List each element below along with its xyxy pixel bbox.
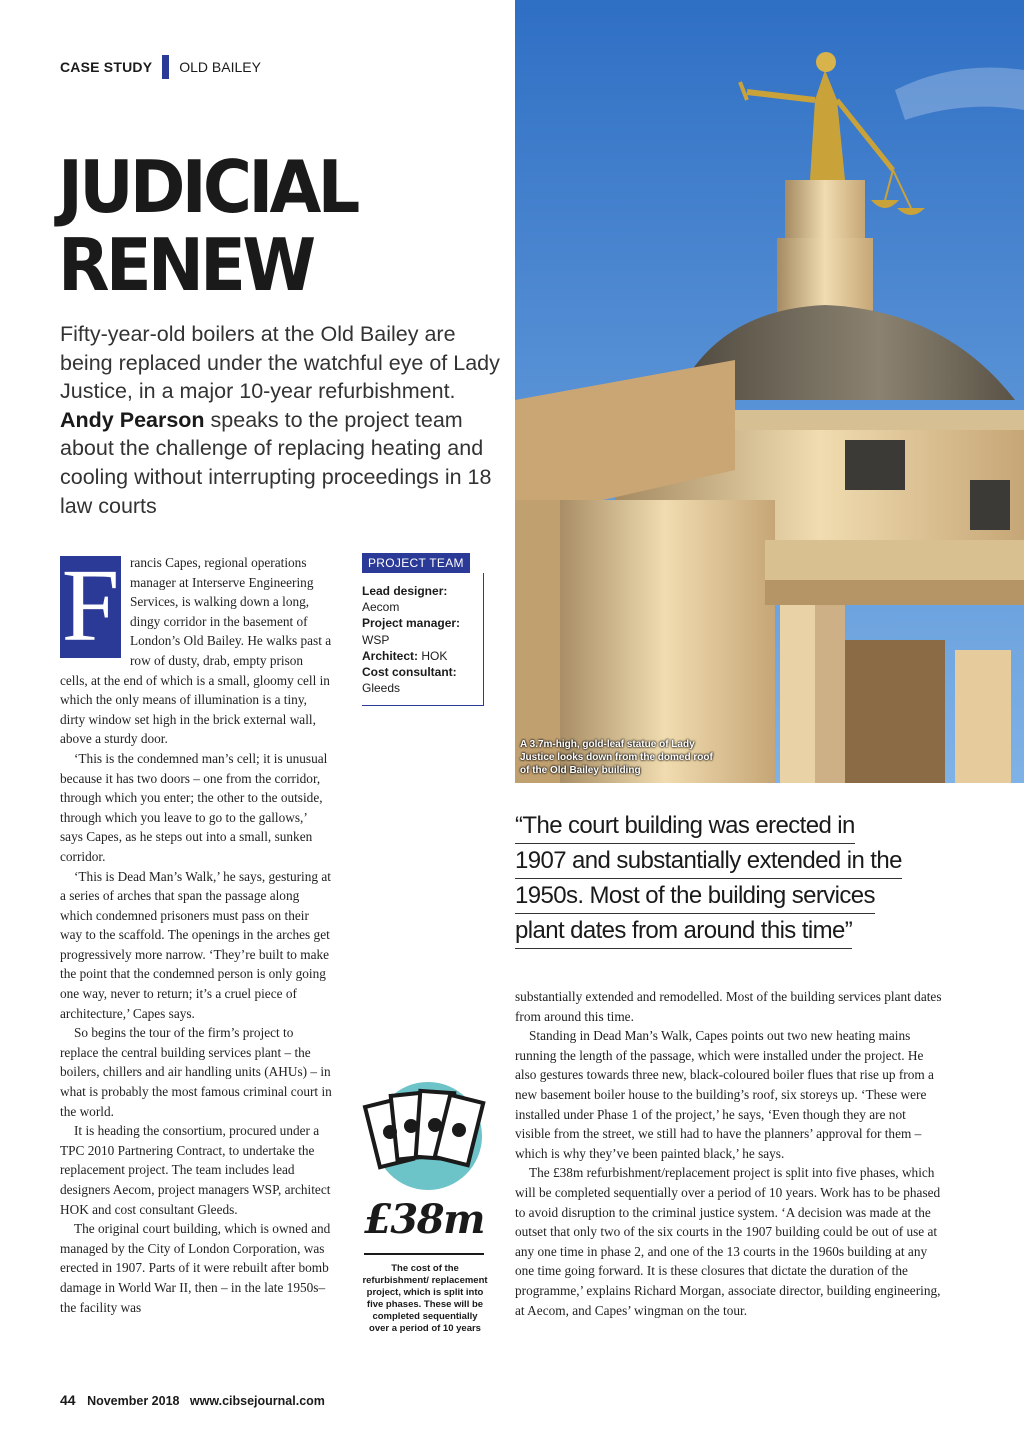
standfirst [60, 320, 500, 520]
author-name: Andy Pearson [60, 407, 205, 432]
project-team-title: PROJECT TEAM [362, 553, 470, 573]
page-footer [60, 1392, 325, 1408]
quote-line: plant dates from around this time” [515, 915, 852, 949]
project-team-list [362, 573, 484, 706]
photo-caption: A 3.7m-high, gold-leaf statue of Lady Justice looks down from the domed roof of the Old Bailey building [520, 739, 713, 776]
team-row-architect [362, 648, 479, 664]
team-member: Gleeds [362, 681, 401, 696]
quote-line: 1907 and substantially extended in the [515, 845, 902, 879]
quote-line: 1950s. Most of the building services [515, 880, 875, 914]
website-link[interactable]: www.cibsejournal.com [189, 1394, 325, 1408]
paragraph: It is heading the consortium, procured under a TPC 2010 Partnering Contract, to undertake the replacement project. The team includes lead designers Aecom, project managers WSP, architect HOK and cost consultant Gleeds. [60, 1123, 331, 1217]
team-role: Lead designer: [362, 584, 448, 598]
page-number: 44 [60, 1392, 76, 1408]
drop-cap: F [61, 548, 120, 663]
issue-date: November 2018 [87, 1394, 180, 1408]
cost-figure: £38m [364, 1196, 484, 1243]
paragraph: Standing in Dead Man’s Walk, Capes points out two new heating mains running the length of the passage, which were installed under the project. He also gestures towards three new, black-coloured boiler flues that rise up from a new basement boiler house to the building’s roof, six storeys up. ‘These were installed under Phase 1 of the project,’ he says, ‘Even though they are not visible from the street, we still had to have the planners’ approval for them – which is why they’ve been painted black,’ he says. [515, 1028, 934, 1161]
standfirst-text-after: speaks to the project team about the challenge of replacing heating and cooling without interrupting proceedings in 18 law courts [60, 407, 492, 518]
paragraph: substantially extended and remodelled. Most of the building services plant dates from around this time. [515, 989, 942, 1024]
section-header [60, 56, 261, 78]
project-team-box [362, 553, 484, 706]
paragraph: So begins the tour of the firm’s project to replace the central building services plant – the boilers, chillers and air handling units (AHUs) – in what is probably the most famous criminal court in the world. [60, 1025, 332, 1119]
paragraph: The £38m refurbishment/replacement project is split into five phases, which will be completed sequentially over a period of 10 years. Work has to be phased to avoid disruption to the criminal justice system. ‘A decision was made at the outset that only two of the six courts in the 1907 building could be out of use at any one time in phase 2, and one of the 13 courts in the 1960s building at any one time going forward. It is these closures that dictate the duration of the programme,’ explains Richard Morgan, associate director, building engineering, at Aecom, and Capes’ wingman on the tour. [515, 1165, 941, 1318]
section-label: CASE STUDY [60, 59, 153, 75]
team-member: Aecom [362, 600, 400, 615]
article-column-1 [60, 548, 332, 1317]
paragraph: ‘This is Dead Man’s Walk,’ he says, gesturing at a series of arches that span the passage along which condemned prisoners must pass on their way to the scaffold. The openings in the arches get progressively more narrow. ‘They’re built to make the point that the condemned person is only going one way, never to return; it’s a cruel piece of architecture,’ Capes says. [60, 868, 331, 1021]
cost-caption: The cost of the refurbishment/ replacement project, which is split into five phases. These will be completed sequentially over a period of 10 years [362, 1263, 488, 1334]
banknotes-icon [360, 1080, 490, 1197]
paragraph: rancis Capes, regional operations manager at Interserve Engineering Services, is walking down a long, dingy corridor in the basement of London’s Old Bailey. He walks past a row of dusty, drab, empty prison cells, at the end of which is a small, gloomy cell in which the only means of illumination is a tiny, dirty window set high in the brick external wall, above a sturdy door. [60, 555, 332, 747]
pull-quote [515, 810, 945, 950]
headline-line-2: RENEW [58, 223, 313, 307]
team-role: Architect: [362, 648, 419, 663]
stat-divider [364, 1253, 484, 1255]
paragraph: ‘This is the condemned man’s cell; it is unusual because it has two doors – one from the corridor, through which you enter; the other to the outside, through which you leave to go to the gallows,’ says Capes, as he steps out into a small, sunken corridor. [60, 750, 328, 864]
headline [58, 145, 379, 307]
article-column-2 [515, 987, 943, 1320]
team-role: Cost consultant: [362, 665, 457, 680]
standfirst-text-before: Fifty-year-old boilers at the Old Bailey are being replaced under the watchful eye of Lady Justice, in a major 10-year refurbishment. [60, 322, 500, 404]
team-member: HOK [421, 648, 448, 663]
headline-line-1: JUDICIAL [58, 145, 357, 229]
lady-justice-photo [515, 0, 1024, 783]
team-member: WSP [362, 632, 390, 647]
section-divider [162, 55, 169, 79]
team-role: Project manager: [362, 616, 461, 631]
dome-illustration [515, 0, 1024, 783]
quote-line: “The court building was erected in [515, 810, 855, 844]
paragraph: The original court building, which is owned and managed by the City of London Corporation, was erected in 1907. Parts of it were rebuilt after bomb damage in World War II, then – in the late 1950s– the facility was [60, 1221, 331, 1315]
topic-label: OLD BAILEY [179, 59, 261, 75]
